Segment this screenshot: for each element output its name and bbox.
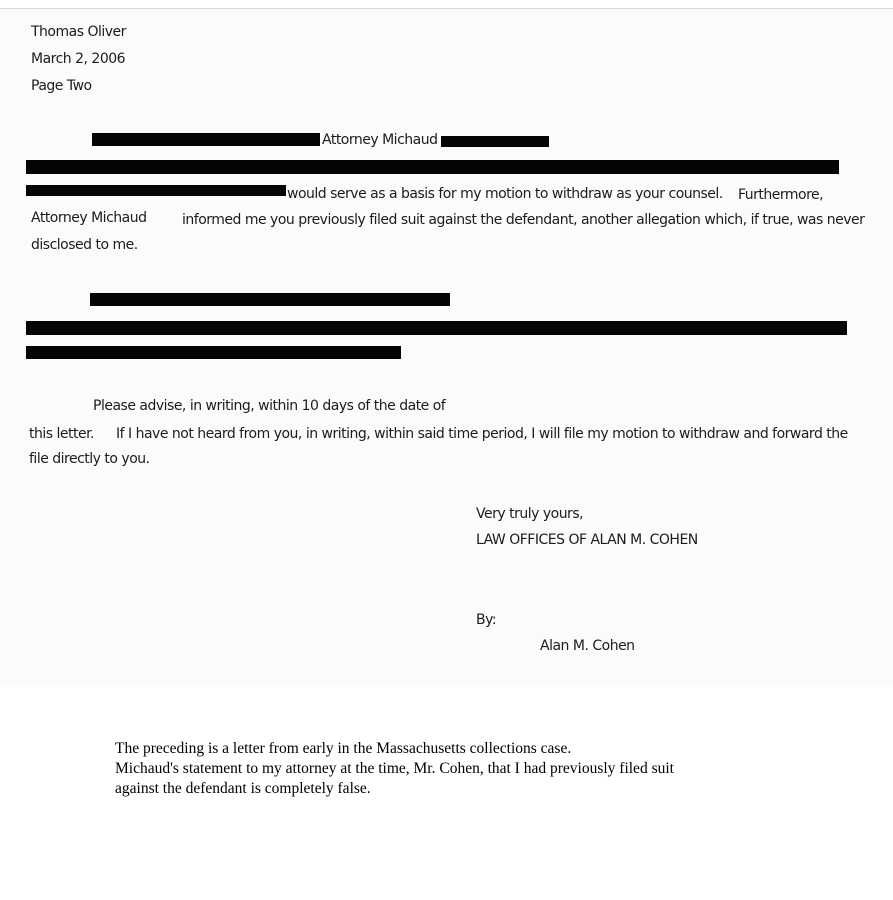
caption-line: Michaud's statement to my attorney at the time, Mr. Cohen, that I had previously filed suit [115, 760, 674, 777]
recipient-name: Thomas Oliver [31, 24, 126, 40]
paragraph-text: informed me you previously filed suit against the defendant, another allegation which, if true, was never [182, 212, 865, 228]
caption-line: The preceding is a letter from early in the Massachusetts collections case. [115, 740, 572, 757]
paragraph-text: If I have not heard from you, in writing, within said time period, I will file my motion to withdraw and forward the [116, 426, 848, 442]
paragraph-text: this letter. [29, 426, 95, 442]
redaction-bar [441, 136, 549, 147]
paragraph-text: Furthermore, [738, 187, 824, 203]
redaction-bar [26, 185, 286, 196]
redaction-bar [90, 293, 450, 306]
paragraph-text: Please advise, in writing, within 10 days of the date of [93, 398, 446, 414]
caption [115, 739, 765, 799]
letter-date: March 2, 2006 [31, 51, 126, 67]
redaction-bar [26, 346, 401, 359]
redaction-bar [92, 133, 320, 146]
paragraph-text: Attorney Michaud [31, 210, 147, 226]
caption-line: against the defendant is completely false. [115, 780, 371, 797]
signature-by-label: By: [476, 612, 497, 628]
law-firm-name: LAW OFFICES OF ALAN M. COHEN [476, 532, 698, 548]
page-label: Page Two [31, 78, 92, 94]
closing-salutation: Very truly yours, [476, 506, 584, 522]
redaction-bar [26, 160, 839, 174]
redaction-bar [26, 321, 847, 335]
attorney-name-fragment: Attorney Michaud [322, 132, 438, 148]
paragraph-text: would serve as a basis for my motion to withdraw as your counsel. [287, 186, 723, 202]
paragraph-text: disclosed to me. [31, 237, 138, 253]
paragraph-text: file directly to you. [29, 451, 150, 467]
signer-name: Alan M. Cohen [540, 638, 635, 654]
